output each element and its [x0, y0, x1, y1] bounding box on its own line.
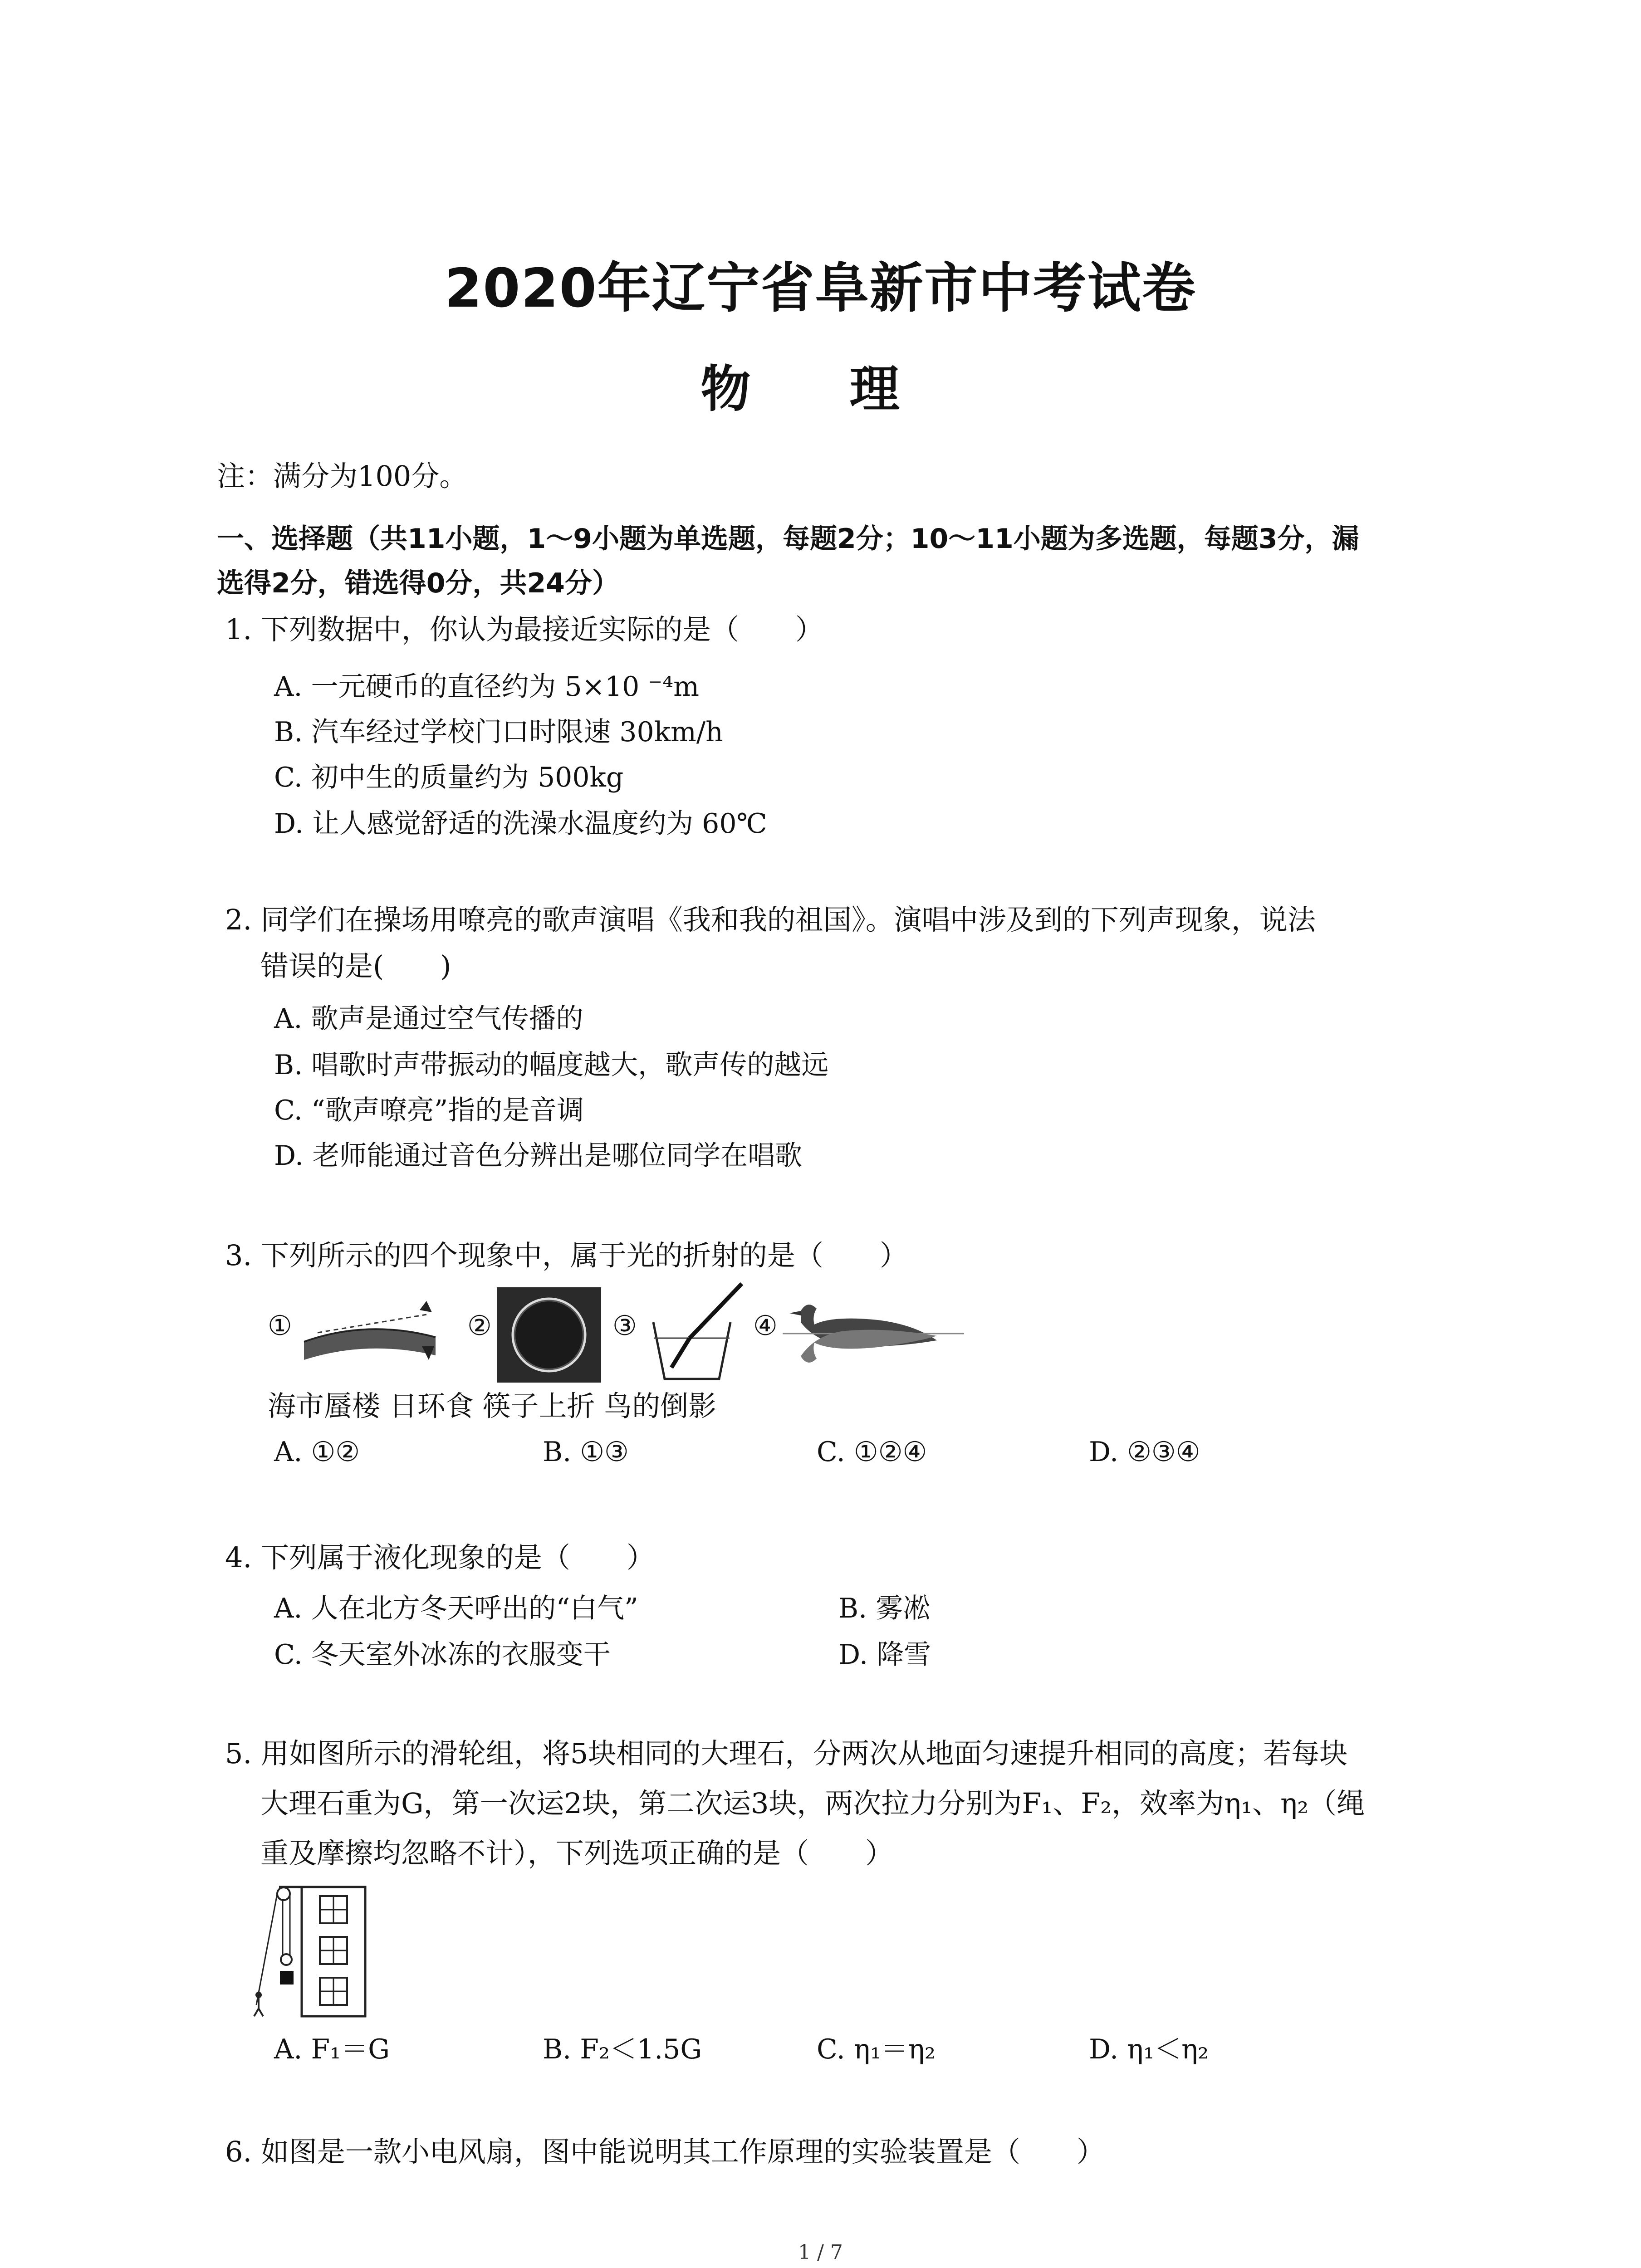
q4-stem: 4. 下列属于液化现象的是（ ）	[225, 1541, 655, 1574]
q3-option-c: C. ①②④	[817, 1436, 927, 1468]
annular-eclipse-figure	[497, 1287, 601, 1383]
q3-figure-number-4: ④	[753, 1310, 778, 1342]
page-number: 1 / 7	[798, 2241, 843, 2264]
q1-option-c: C. 初中生的质量约为 500kg	[274, 762, 624, 793]
q4-option-d: D. 降雪	[838, 1639, 931, 1671]
q2-option-b: B. 唱歌时声带振动的幅度越大，歌声传的越远	[274, 1049, 829, 1081]
section-heading-line2: 选得2分，错选得0分，共24分）	[217, 567, 619, 599]
q1-stem: 1. 下列数据中，你认为最接近实际的是（ ）	[225, 613, 823, 646]
q2-option-d: D. 老师能通过音色分辨出是哪位同学在唱歌	[274, 1140, 803, 1172]
q3-stem: 3. 下列所示的四个现象中，属于光的折射的是（ ）	[225, 1239, 908, 1272]
page-title: 2020年辽宁省阜新市中考试卷	[445, 257, 1196, 319]
q2-stem-line1: 2. 同学们在操场用嘹亮的歌声演唱《我和我的祖国》。演唱中涉及到的下列声现象，说法	[225, 903, 1316, 936]
bent-chopstick-figure	[644, 1279, 749, 1383]
q3-figure-caption: 海市蜃楼 日环食 筷子上折 鸟的倒影	[268, 1389, 717, 1422]
q5-option-a: A. F₁＝G	[274, 2033, 390, 2065]
q5-option-b: B. F₂＜1.5G	[543, 2033, 702, 2065]
section-heading-line1: 一、选择题（共11小题，1～9小题为单选题，每题2分；10～11小题为多选题，每题3分，漏	[217, 523, 1359, 555]
q5-option-d: D. η₁＜η₂	[1089, 2033, 1209, 2065]
q6-stem: 6. 如图是一款小电风扇，图中能说明其工作原理的实验装置是（ ）	[225, 2135, 1105, 2168]
q3-figure-number-2: ②	[467, 1310, 492, 1342]
q5-stem-line3: 重及摩擦均忽略不计），下列选项正确的是（ ）	[260, 1837, 894, 1870]
q1-option-d: D. 让人感觉舒适的洗澡水温度约为 60℃	[274, 808, 767, 840]
pulley-building-figure	[252, 1882, 374, 2019]
q4-option-a: A. 人在北方冬天呼出的“白气”	[274, 1593, 638, 1624]
q4-option-c: C. 冬天室外冰冻的衣服变干	[274, 1639, 611, 1671]
subject-title: 物 理	[700, 360, 941, 418]
mirage-figure	[299, 1296, 449, 1378]
q2-option-c: C. “歌声嘹亮”指的是音调	[274, 1095, 584, 1126]
q3-option-a: A. ①②	[274, 1436, 360, 1468]
q3-option-b: B. ①③	[543, 1436, 629, 1468]
q3-figure-number-1: ①	[268, 1310, 292, 1342]
q5-stem-line1: 5. 用如图所示的滑轮组，将5块相同的大理石，分两次从地面匀速提升相同的高度；若每块	[225, 1737, 1348, 1770]
score-note: 注：满分为100分。	[217, 459, 468, 493]
bird-reflection-figure	[783, 1293, 964, 1370]
q1-option-a: A. 一元硬币的直径约为 5×10 ⁻⁴m	[274, 671, 700, 703]
q3-figure-number-3: ③	[612, 1310, 637, 1342]
q3-option-d: D. ②③④	[1089, 1436, 1200, 1468]
q2-option-a: A. 歌声是通过空气传播的	[274, 1003, 583, 1035]
q4-option-b: B. 雾凇	[838, 1593, 931, 1624]
q1-option-b: B. 汽车经过学校门口时限速 30km/h	[274, 716, 723, 748]
q5-stem-line2: 大理石重为G，第一次运2块，第二次运3块，两次拉力分别为F₁、F₂，效率为η₁、η₂（绳	[260, 1787, 1365, 1820]
q2-stem-line2: 错误的是( )	[260, 949, 451, 982]
q5-option-c: C. η₁＝η₂	[817, 2033, 936, 2065]
